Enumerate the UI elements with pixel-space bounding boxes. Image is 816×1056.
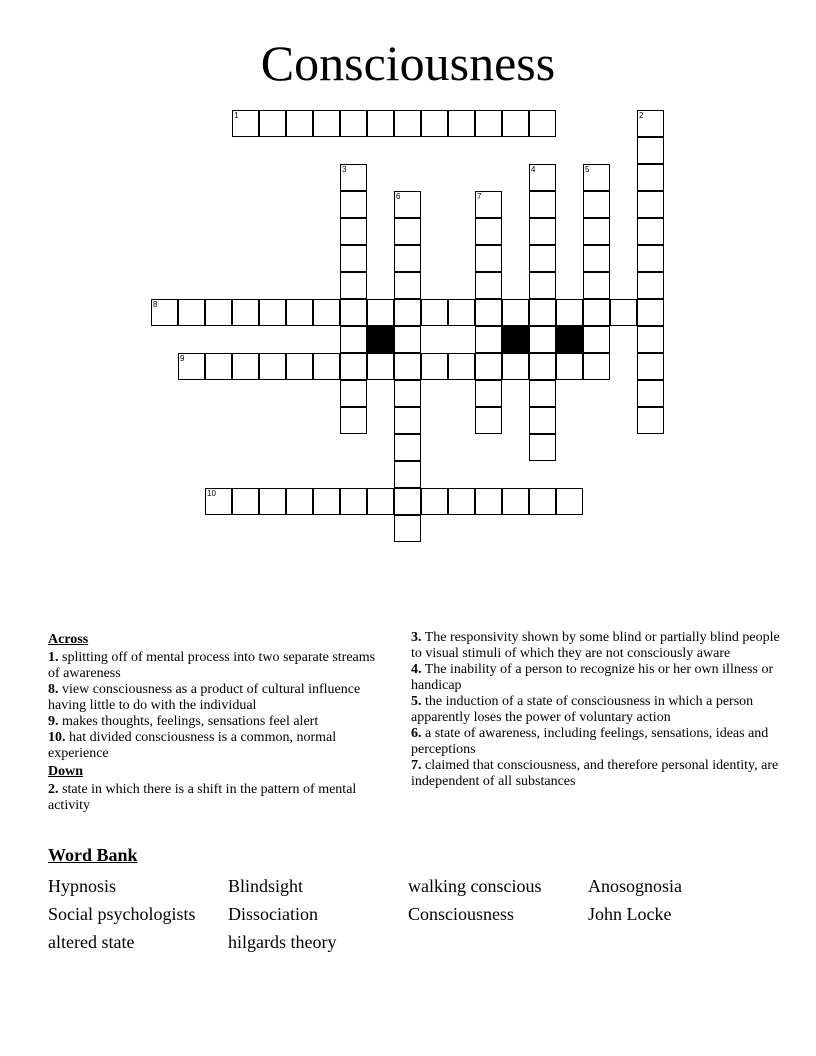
grid-cell[interactable] [232, 488, 259, 515]
grid-cell[interactable] [637, 407, 664, 434]
grid-cell[interactable] [637, 299, 664, 326]
down-heading: Down [48, 764, 84, 779]
grid-cell[interactable] [475, 488, 502, 515]
word-bank-item: Hypnosis [48, 876, 117, 896]
clue-number-label: 7 [477, 192, 482, 201]
grid-cell[interactable] [502, 110, 529, 137]
word-bank-item: Social psychologists [48, 904, 196, 924]
grid-cell[interactable] [394, 110, 421, 137]
grid-cell[interactable] [529, 245, 556, 272]
page-title: Consciousness [260, 35, 556, 91]
grid-cell[interactable] [583, 245, 610, 272]
black-square [556, 326, 583, 353]
grid-cell[interactable] [475, 218, 502, 245]
word-bank-item: Blindsight [228, 876, 304, 896]
word-bank-item: Dissociation [228, 904, 318, 924]
grid-cell[interactable] [637, 380, 664, 407]
grid-cell[interactable] [637, 353, 664, 380]
clue-down-4 [411, 662, 781, 694]
grid-cell[interactable] [286, 299, 313, 326]
grid-cell[interactable] [205, 353, 232, 380]
clue-text: claimed that consciousness, and therefore personal identity, are independent of all substances [411, 758, 779, 789]
clue-down-6 [411, 726, 781, 758]
clue-number: 5. [411, 694, 422, 709]
grid-cell[interactable] [583, 326, 610, 353]
grid-cell[interactable] [340, 218, 367, 245]
grid-cell[interactable] [259, 488, 286, 515]
grid-cell[interactable] [637, 326, 664, 353]
grid-cell[interactable] [529, 353, 556, 380]
across-heading: Across [48, 632, 89, 647]
grid-cell[interactable] [529, 488, 556, 515]
grid-cell[interactable] [340, 110, 367, 137]
grid-cell[interactable] [637, 164, 664, 191]
grid-cell[interactable] [529, 326, 556, 353]
black-square [502, 326, 529, 353]
grid-cell[interactable] [394, 380, 421, 407]
grid-cell[interactable] [367, 353, 394, 380]
grid-cell[interactable] [448, 353, 475, 380]
grid-cell[interactable] [529, 110, 556, 137]
grid-cell[interactable] [475, 299, 502, 326]
clue-across-9 [48, 714, 388, 730]
grid-cell[interactable] [313, 353, 340, 380]
grid-cell[interactable] [475, 380, 502, 407]
grid-cell[interactable] [205, 299, 232, 326]
grid-cell[interactable] [583, 272, 610, 299]
grid-cell[interactable] [529, 380, 556, 407]
clue-text: a state of awareness, including feelings, sensations, ideas and perceptions [411, 726, 769, 757]
clue-number: 1. [48, 650, 59, 665]
clue-down-2 [48, 782, 388, 814]
clue-number-label: 8 [153, 300, 158, 309]
word-bank-item: John Locke [588, 904, 672, 924]
clue-text: view consciousness as a product of cultural influence having little to do with the individual [48, 682, 361, 713]
grid-cell[interactable] [475, 272, 502, 299]
grid-cell[interactable] [286, 488, 313, 515]
grid-cell[interactable] [394, 461, 421, 488]
clue-number-label: 2 [639, 111, 644, 120]
grid-cell[interactable] [340, 353, 367, 380]
clue-text: state in which there is a shift in the pattern of mental activity [48, 782, 357, 813]
grid-cell[interactable] [394, 434, 421, 461]
grid-cell[interactable] [556, 299, 583, 326]
grid-cell[interactable] [583, 218, 610, 245]
grid-cell[interactable] [448, 110, 475, 137]
grid-cell[interactable] [637, 218, 664, 245]
grid-cell[interactable] [529, 434, 556, 461]
grid-cell[interactable] [313, 110, 340, 137]
clue-number: 3. [411, 630, 422, 645]
grid-cell[interactable] [340, 488, 367, 515]
word-bank-item: altered state [48, 932, 135, 952]
grid-cell[interactable] [421, 110, 448, 137]
clue-number-label: 10 [207, 489, 216, 498]
grid-cell[interactable] [529, 299, 556, 326]
clue-across-10 [48, 730, 388, 762]
grid-cell[interactable] [394, 272, 421, 299]
grid-cell[interactable] [529, 407, 556, 434]
grid-cell[interactable] [259, 110, 286, 137]
grid-cell[interactable] [394, 245, 421, 272]
grid-cell[interactable] [583, 353, 610, 380]
grid-cell[interactable] [583, 191, 610, 218]
clue-number: 9. [48, 714, 59, 729]
clue-number: 8. [48, 682, 59, 697]
clue-text: splitting off of mental process into two separate streams of awareness [48, 650, 376, 681]
word-bank-item: Consciousness [408, 904, 515, 924]
black-square [367, 326, 394, 353]
clues-right-column [411, 630, 781, 790]
clue-number-label: 4 [531, 165, 536, 174]
grid-cell[interactable] [583, 299, 610, 326]
grid-cell[interactable] [367, 488, 394, 515]
grid-cell[interactable] [502, 353, 529, 380]
clue-across-8 [48, 682, 388, 714]
grid-cell[interactable] [421, 299, 448, 326]
word-bank-title: Word Bank [48, 845, 138, 865]
grid-cell[interactable] [556, 488, 583, 515]
grid-cell[interactable] [259, 299, 286, 326]
clue-number-label: 1 [234, 111, 239, 120]
grid-cell[interactable] [637, 137, 664, 164]
grid-cell[interactable] [421, 488, 448, 515]
grid-cell[interactable] [421, 353, 448, 380]
clue-number-label: 9 [180, 354, 185, 363]
grid-cell[interactable] [340, 380, 367, 407]
clue-number-label: 5 [585, 165, 590, 174]
grid-cell[interactable] [448, 488, 475, 515]
clue-number: 2. [48, 782, 59, 797]
clue-number: 7. [411, 758, 422, 773]
grid-cell[interactable] [340, 272, 367, 299]
grid-cell[interactable] [529, 272, 556, 299]
grid-cell[interactable] [313, 299, 340, 326]
grid-cell[interactable] [313, 488, 340, 515]
grid-cell[interactable] [394, 326, 421, 353]
grid-cell[interactable] [394, 407, 421, 434]
grid-cell[interactable] [394, 353, 421, 380]
clue-down-3 [411, 630, 781, 662]
grid-cell[interactable] [502, 299, 529, 326]
grid-cell[interactable] [340, 407, 367, 434]
clues-left-column [48, 630, 388, 814]
grid-cell[interactable] [502, 488, 529, 515]
grid-cell[interactable] [394, 488, 421, 515]
grid-cell[interactable] [637, 191, 664, 218]
word-bank-item: hilgards theory [228, 932, 337, 952]
clue-text: hat divided consciousness is a common, normal experience [48, 730, 337, 761]
grid-cell[interactable] [232, 353, 259, 380]
grid-cell[interactable] [610, 299, 637, 326]
grid-cell[interactable] [475, 110, 502, 137]
grid-cell[interactable] [475, 326, 502, 353]
grid-cell[interactable] [448, 299, 475, 326]
clue-across-1 [48, 650, 388, 682]
clue-down-5 [411, 694, 781, 726]
clue-down-7 [411, 758, 781, 790]
clue-text: The inability of a person to recognize his or her own illness or handicap [411, 662, 774, 693]
grid-cell[interactable] [475, 407, 502, 434]
grid-cell[interactable] [286, 353, 313, 380]
grid-cell[interactable] [286, 110, 313, 137]
grid-cell[interactable] [340, 299, 367, 326]
clue-number: 10. [48, 730, 66, 745]
grid-cell[interactable] [340, 245, 367, 272]
grid-cell[interactable] [637, 272, 664, 299]
grid-cell[interactable] [637, 245, 664, 272]
grid-cell[interactable] [178, 299, 205, 326]
clue-number-label: 6 [396, 192, 401, 201]
grid-cell[interactable] [394, 515, 421, 542]
grid-cell[interactable] [394, 299, 421, 326]
grid-cell[interactable] [475, 245, 502, 272]
clue-number: 6. [411, 726, 422, 741]
clue-text: makes thoughts, feelings, sensations feel alert [62, 714, 319, 729]
grid-cell[interactable] [340, 191, 367, 218]
clue-text: The responsivity shown by some blind or partially blind people to visual stimuli of which they are not consciously aware [411, 630, 780, 661]
word-bank-item: walking conscious [408, 876, 542, 896]
clue-number: 4. [411, 662, 422, 677]
clue-number-label: 3 [342, 165, 347, 174]
grid-cell[interactable] [367, 110, 394, 137]
grid-cell[interactable] [259, 353, 286, 380]
grid-cell[interactable] [475, 353, 502, 380]
grid-cell[interactable] [340, 326, 367, 353]
grid-cell[interactable] [367, 299, 394, 326]
grid-cell[interactable] [394, 218, 421, 245]
word-bank-item: Anosognosia [588, 876, 682, 896]
grid-cell[interactable] [529, 191, 556, 218]
grid-cell[interactable] [529, 218, 556, 245]
clue-text: the induction of a state of consciousness in which a person apparently loses the power of voluntary action [411, 694, 754, 725]
grid-cell[interactable] [232, 299, 259, 326]
grid-cell[interactable] [556, 353, 583, 380]
